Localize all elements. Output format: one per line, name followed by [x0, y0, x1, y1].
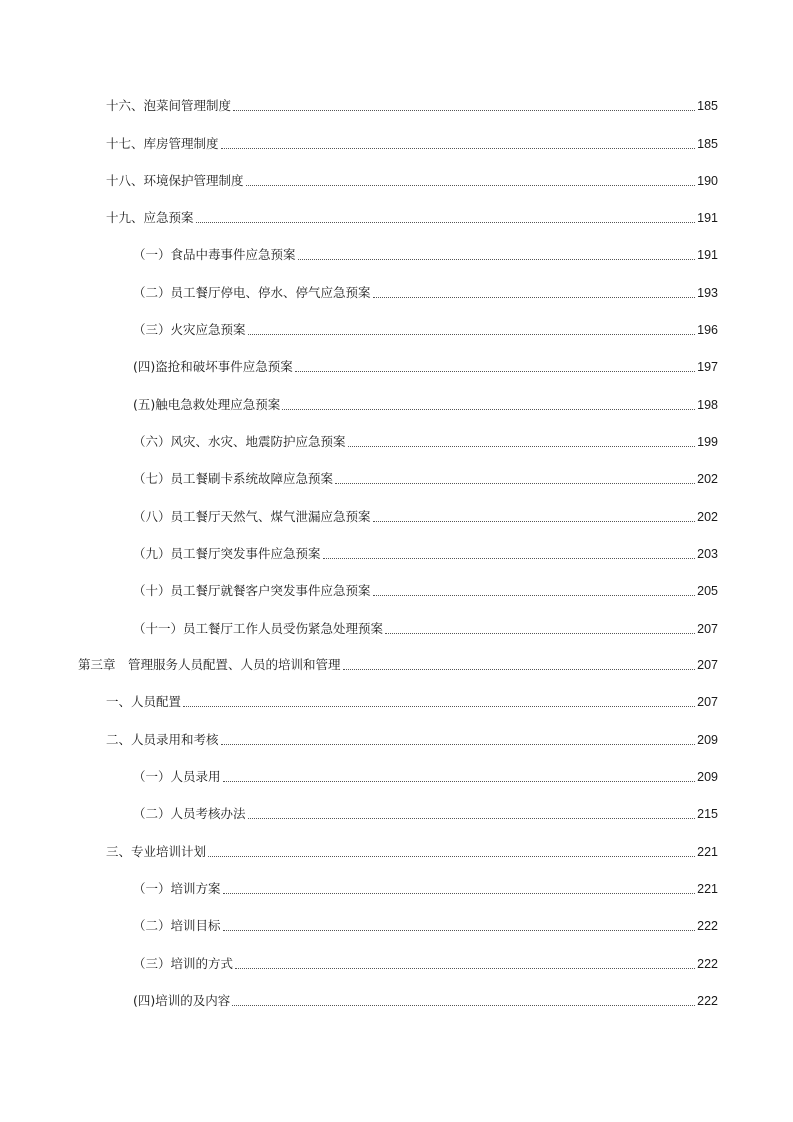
toc-entry-title: （七）员工餐刷卡系统故障应急预案 — [133, 471, 334, 486]
dot-leader — [223, 893, 696, 894]
toc-entry-title: (四)培训的及内容 — [133, 993, 231, 1008]
dot-leader — [373, 521, 696, 522]
toc-entry[interactable] — [133, 544, 718, 564]
toc-entry[interactable] — [133, 767, 718, 787]
toc-entry-title: 一、人员配置 — [106, 694, 182, 709]
toc-entry[interactable] — [106, 96, 718, 116]
toc-page-number: 207 — [697, 695, 718, 709]
toc-page-number: 185 — [697, 137, 718, 151]
dot-leader — [223, 930, 696, 931]
toc-entry[interactable] — [133, 954, 718, 974]
dot-leader — [343, 669, 696, 670]
toc-entry[interactable] — [133, 991, 718, 1011]
toc-entry[interactable] — [133, 879, 718, 899]
dot-leader — [183, 706, 695, 707]
toc-page-number: 197 — [697, 360, 718, 374]
toc-page-number: 209 — [697, 770, 718, 784]
toc-page-number: 199 — [697, 435, 718, 449]
toc-entry-title: 二、人员录用和考核 — [106, 732, 219, 747]
toc-page-number: 190 — [697, 174, 718, 188]
toc-entry[interactable] — [133, 804, 718, 824]
toc-entry-title: （二）人员考核办法 — [133, 806, 246, 821]
toc-entry[interactable] — [133, 469, 718, 489]
toc-entry[interactable] — [133, 283, 718, 303]
toc-entry-title: 三、专业培训计划 — [106, 844, 207, 859]
toc-entry[interactable] — [133, 357, 718, 377]
dot-leader — [221, 148, 696, 149]
toc-entry[interactable] — [133, 507, 718, 527]
toc-page-number: 185 — [697, 99, 718, 113]
toc-page-number: 222 — [697, 957, 718, 971]
dot-leader — [233, 110, 695, 111]
toc-entry-title: (五)触电急救处理应急预案 — [133, 397, 281, 412]
toc-page-number: 222 — [697, 919, 718, 933]
toc-entry[interactable] — [133, 432, 718, 452]
toc-page-number: 191 — [697, 211, 718, 225]
toc-entry-title: 十六、泡菜间管理制度 — [106, 98, 232, 113]
toc-page-number: 222 — [697, 994, 718, 1008]
dot-leader — [221, 744, 696, 745]
dot-leader — [208, 856, 695, 857]
dot-leader — [282, 409, 695, 410]
toc-entry[interactable] — [106, 134, 718, 154]
dot-leader — [235, 968, 695, 969]
toc-entry[interactable] — [106, 171, 718, 191]
toc-entry-title: （一）人员录用 — [133, 769, 221, 784]
toc-page-number: 207 — [697, 658, 718, 672]
toc-page-number: 207 — [697, 622, 718, 636]
dot-leader — [295, 371, 695, 372]
toc-entry-title: （一）食品中毒事件应急预案 — [133, 247, 296, 262]
toc-entry[interactable] — [106, 842, 718, 862]
toc-page-number: 205 — [697, 584, 718, 598]
toc-entry-title: （一）培训方案 — [133, 881, 221, 896]
toc-entry-title: （十）员工餐厅就餐客户突发事件应急预案 — [133, 583, 371, 598]
toc-entry-title: 第三章 管理服务人员配置、人员的培训和管理 — [78, 657, 341, 672]
dot-leader — [196, 222, 696, 223]
dot-leader — [373, 297, 696, 298]
toc-entry-title: （九）员工餐厅突发事件应急预案 — [133, 546, 321, 561]
toc-page-number: 203 — [697, 547, 718, 561]
toc-entry-title: （二）培训目标 — [133, 918, 221, 933]
toc-entry-title: （十一）员工餐厅工作人员受伤紧急处理预案 — [133, 621, 384, 636]
toc-page-number: 221 — [697, 845, 718, 859]
dot-leader — [246, 185, 696, 186]
toc-entry[interactable] — [133, 916, 718, 936]
toc-entry-title: 十九、应急预案 — [106, 210, 194, 225]
toc-page-number: 209 — [697, 733, 718, 747]
toc-entry-title: 十七、库房管理制度 — [106, 136, 219, 151]
toc-page-number: 202 — [697, 472, 718, 486]
dot-leader — [298, 259, 696, 260]
toc-page-number: 196 — [697, 323, 718, 337]
dot-leader — [248, 818, 696, 819]
dot-leader — [385, 633, 695, 634]
dot-leader — [373, 595, 696, 596]
dot-leader — [232, 1005, 695, 1006]
toc-entry-title: （三）培训的方式 — [133, 956, 234, 971]
toc-entry-title: (四)盗抢和破坏事件应急预案 — [133, 359, 293, 374]
toc-entry-title: （三）火灾应急预案 — [133, 322, 246, 337]
toc-page-number: 198 — [697, 398, 718, 412]
dot-leader — [248, 334, 696, 335]
toc-entry-title: （八）员工餐厅天然气、煤气泄漏应急预案 — [133, 509, 371, 524]
toc-entry[interactable] — [106, 692, 718, 712]
toc-entry[interactable] — [106, 730, 718, 750]
toc-entry[interactable] — [133, 245, 718, 265]
toc-entry-title: （二）员工餐厅停电、停水、停气应急预案 — [133, 285, 371, 300]
toc-entry[interactable] — [133, 320, 718, 340]
dot-leader — [348, 446, 696, 447]
dot-leader — [335, 483, 695, 484]
toc-entry[interactable] — [133, 581, 718, 601]
toc-page-number: 215 — [697, 807, 718, 821]
dot-leader — [223, 781, 696, 782]
toc-entry[interactable] — [106, 208, 718, 228]
toc-entry-title: （六）风灾、水灾、地震防护应急预案 — [133, 434, 346, 449]
toc-entry[interactable] — [133, 395, 718, 415]
toc-page-number: 191 — [697, 248, 718, 262]
toc-entry-title: 十八、环境保护管理制度 — [106, 173, 244, 188]
toc-page-number: 221 — [697, 882, 718, 896]
toc-chapter-entry[interactable] — [78, 655, 718, 675]
toc-page-number: 202 — [697, 510, 718, 524]
toc-page-number: 193 — [697, 286, 718, 300]
toc-entry[interactable] — [133, 619, 718, 639]
dot-leader — [323, 558, 696, 559]
